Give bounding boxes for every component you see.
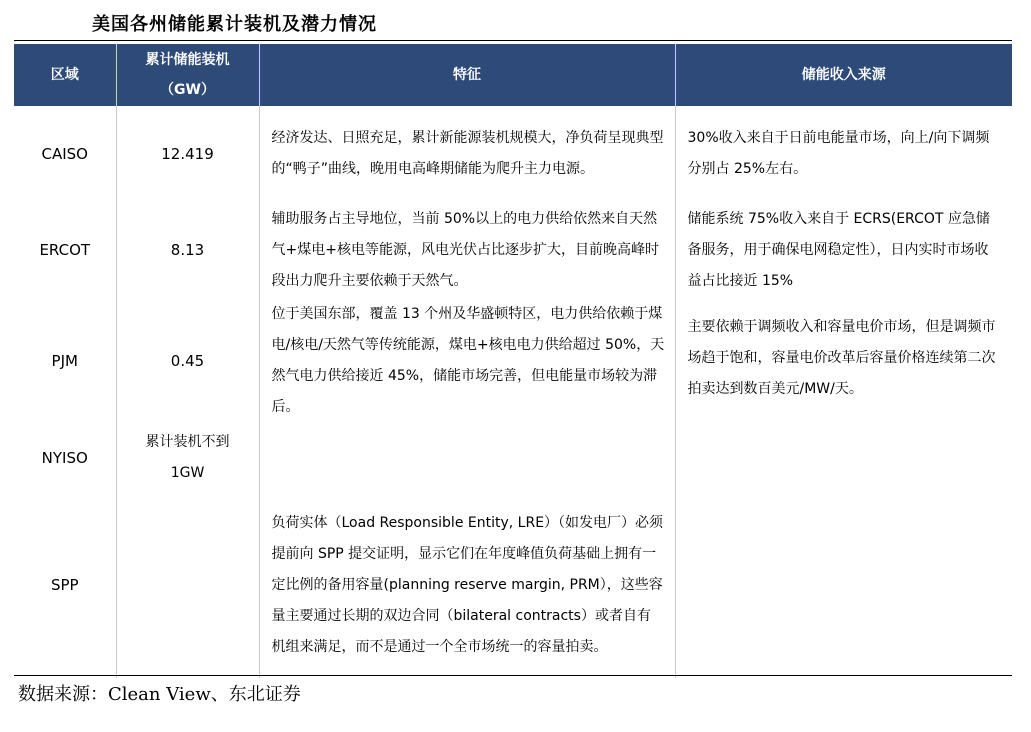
capacity-cell: 累计装机不到 1GW bbox=[116, 424, 259, 492]
capacity-cell bbox=[116, 492, 259, 678]
income-cell: 30%收入来自于日前电能量市场，向上/向下调频分别占 25%左右。 bbox=[687, 130, 990, 177]
table-row bbox=[14, 106, 1012, 202]
page-title: 美国各州储能累计装机及潜力情况 bbox=[92, 14, 377, 35]
feature-cell: 位于美国东部，覆盖 13 个州及华盛顿特区，电力供给依赖于煤电/核电/天然气等传统能源，煤电+核电电力供给超过 50%，天然气电力供给接近 45%，储能市场完善，但电能量市场较为滞后。 bbox=[259, 298, 675, 424]
feature-cell: 辅助服务占主导地位，当前 50%以上的电力供给依然来自天然气+煤电+核电等能源，风电光伏占比逐步扩大，目前晚高峰时段出力爬升主要依赖于天然气。 bbox=[259, 202, 675, 298]
capacity-cell: 8.13 bbox=[116, 202, 259, 298]
feature-cell bbox=[259, 424, 675, 492]
table-row bbox=[14, 492, 1012, 678]
region-cell: ERCOT bbox=[14, 202, 116, 298]
table-row bbox=[14, 424, 1012, 492]
header-region: 区域 bbox=[14, 44, 116, 106]
bottom-rule bbox=[14, 675, 1012, 676]
income-cell: 主要依赖于调频收入和容量电价市场，但是调频市场趋于饱和，容量电价改革后容量价格连续第二次拍卖达到数百美元/MW/天。 bbox=[687, 319, 996, 397]
region-cell: SPP bbox=[14, 492, 116, 678]
header-income: 储能收入来源 bbox=[675, 44, 1012, 106]
capacity-cell: 0.45 bbox=[116, 298, 259, 424]
header-capacity: 累计储能装机（GW） bbox=[116, 44, 259, 106]
capacity-cell: 12.419 bbox=[116, 106, 259, 202]
top-rule bbox=[14, 40, 1012, 41]
income-cell bbox=[675, 424, 1012, 492]
table-row bbox=[14, 202, 1012, 298]
region-cell: PJM bbox=[14, 298, 116, 424]
header-feature: 特征 bbox=[259, 44, 675, 106]
table-header-row bbox=[14, 44, 1012, 106]
region-cell: NYISO bbox=[14, 424, 116, 492]
income-cell: 储能系统 75%收入来自于 ECRS(ERCOT 应急储备服务，用于确保电网稳定性），日内实时市场收益占比接近 15% bbox=[687, 210, 990, 289]
table-row bbox=[14, 298, 1012, 424]
source-note: 数据来源：Clean View、东北证券 bbox=[18, 684, 301, 705]
feature-cell: 负荷实体（Load Responsible Entity, LRE）（如发电厂）必须提前向 SPP 提交证明，显示它们在年度峰值负荷基础上拥有一定比例的备用容量(planning reserve margin, PRM），这些容量主要通过长期的双边合同（bilateral contracts）或者自有机组来满足，而不是通过一个全市场统一的容量拍卖。 bbox=[259, 492, 675, 678]
feature-cell: 经济发达、日照充足，累计新能源装机规模大，净负荷呈现典型的“鸭子”曲线，晚用电高峰期储能为爬升主力电源。 bbox=[259, 106, 675, 202]
income-cell bbox=[675, 492, 1012, 678]
storage-table bbox=[14, 44, 1012, 678]
region-cell: CAISO bbox=[14, 106, 116, 202]
